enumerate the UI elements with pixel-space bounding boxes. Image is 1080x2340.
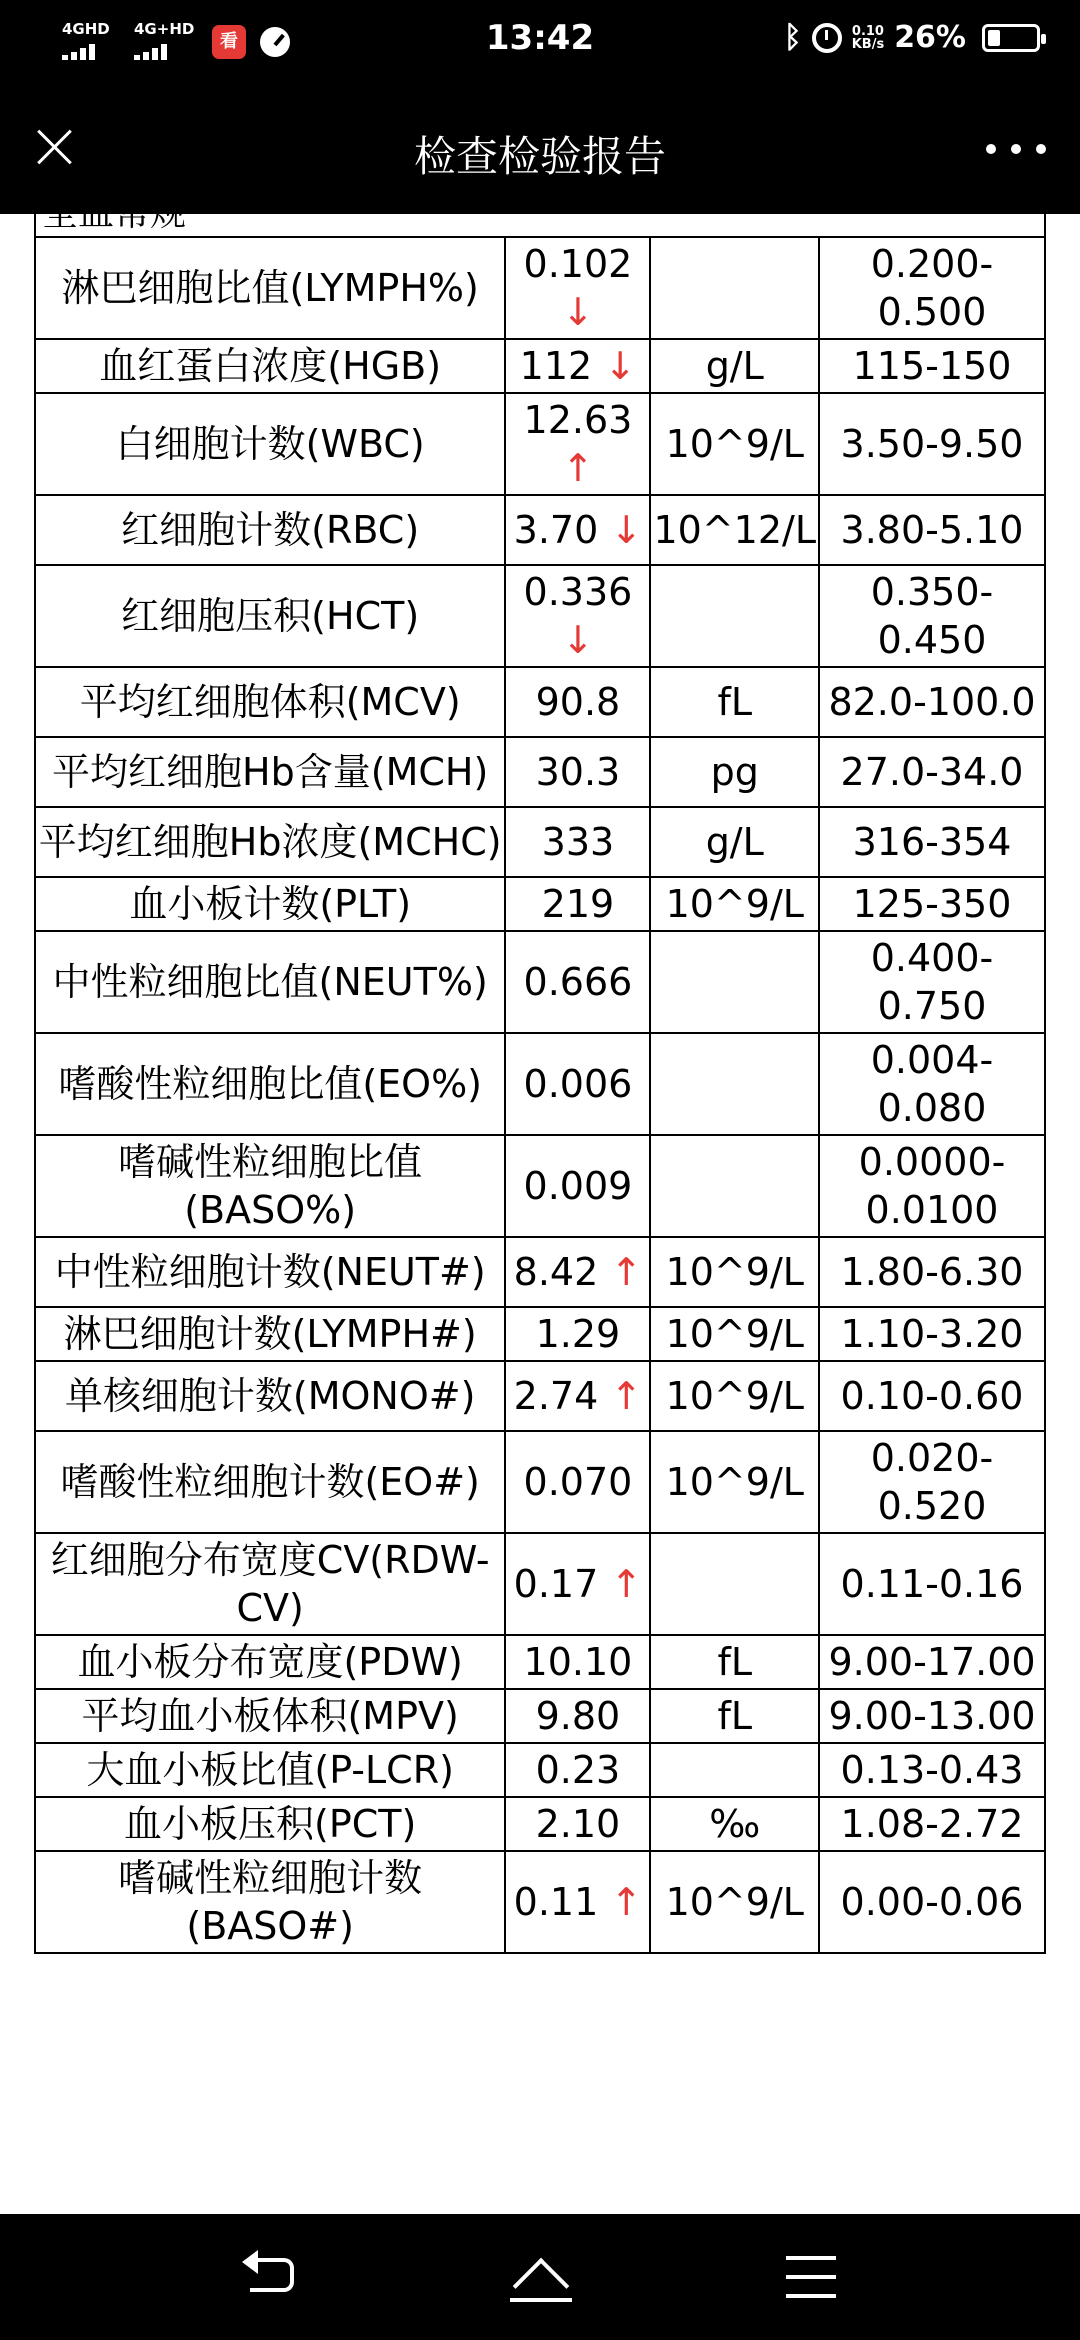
table-row	[35, 1431, 1045, 1533]
table-row	[35, 1797, 1045, 1851]
section-title: 全血常规	[35, 191, 1045, 237]
table-row	[35, 1361, 1045, 1431]
back-icon[interactable]	[240, 2254, 296, 2300]
test-value: 0.11	[513, 1880, 599, 1924]
test-name: 红细胞计数(RBC)	[35, 495, 505, 565]
test-value-cell	[505, 1797, 650, 1851]
reference-range: 0.020-0.520	[819, 1431, 1045, 1533]
test-unit: 10^9/L	[650, 1237, 819, 1307]
test-unit: 10^9/L	[650, 1431, 819, 1533]
battery-percent: 26%	[894, 20, 966, 55]
test-value: 3.70	[513, 508, 599, 552]
test-value-cell	[505, 667, 650, 737]
test-name: 红细胞分布宽度CV(RDW-CV)	[35, 1533, 505, 1635]
test-name: 红细胞压积(HCT)	[35, 565, 505, 667]
test-name: 平均红细胞Hb含量(MCH)	[35, 737, 505, 807]
test-value: 0.666	[523, 960, 633, 1004]
test-value: 333	[541, 820, 615, 864]
page-title: 检查检验报告	[413, 132, 666, 181]
reference-range: 27.0-34.0	[819, 737, 1045, 807]
test-value-cell	[505, 1135, 650, 1237]
test-name: 血红蛋白浓度(HGB)	[35, 339, 505, 393]
reference-range: 0.10-0.60	[819, 1361, 1045, 1431]
section-row	[35, 191, 1045, 237]
test-name: 淋巴细胞比值(LYMPH%)	[35, 237, 505, 339]
test-value: 12.63	[523, 398, 633, 442]
test-name: 单核细胞计数(MONO#)	[35, 1361, 505, 1431]
reference-range: 125-350	[819, 877, 1045, 931]
reference-range: 0.13-0.43	[819, 1743, 1045, 1797]
high-arrow-icon: ↑	[610, 1374, 643, 1418]
reference-range: 0.004-0.080	[819, 1033, 1045, 1135]
test-value-cell	[505, 1743, 650, 1797]
table-row	[35, 737, 1045, 807]
test-value: 8.42	[513, 1250, 599, 1294]
test-value: 90.8	[535, 680, 621, 724]
more-options-icon[interactable]	[986, 134, 1046, 164]
reference-range: 0.11-0.16	[819, 1533, 1045, 1635]
test-value: 1.29	[535, 1312, 621, 1356]
reference-range: 9.00-13.00	[819, 1689, 1045, 1743]
menu-icon[interactable]	[786, 2256, 836, 2298]
test-name: 中性粒细胞比值(NEUT%)	[35, 931, 505, 1033]
home-icon[interactable]	[506, 2250, 576, 2302]
test-value: 112	[519, 344, 593, 388]
test-name: 嗜酸性粒细胞计数(EO#)	[35, 1431, 505, 1533]
reference-range: 1.80-6.30	[819, 1237, 1045, 1307]
test-name: 嗜酸性粒细胞比值(EO%)	[35, 1033, 505, 1135]
low-arrow-icon: ↓	[561, 290, 594, 334]
test-name: 中性粒细胞计数(NEUT#)	[35, 1237, 505, 1307]
network-label-2: 4G+HD	[134, 20, 195, 38]
table-row	[35, 1635, 1045, 1689]
test-unit	[650, 931, 819, 1033]
table-row	[35, 931, 1045, 1033]
test-value: 0.17	[513, 1562, 599, 1606]
report-content[interactable]	[0, 193, 1080, 2214]
test-unit: pg	[650, 737, 819, 807]
test-value-cell	[505, 1851, 650, 1953]
test-name: 血小板分布宽度(PDW)	[35, 1635, 505, 1689]
reference-range: 316-354	[819, 807, 1045, 877]
test-unit: 10^9/L	[650, 1361, 819, 1431]
reference-range: 82.0-100.0	[819, 667, 1045, 737]
test-value: 0.006	[523, 1062, 633, 1106]
test-value-cell	[505, 339, 650, 393]
test-name: 平均红细胞Hb浓度(MCHC)	[35, 807, 505, 877]
reference-range: 0.0000-0.0100	[819, 1135, 1045, 1237]
test-value: 0.009	[523, 1164, 633, 1208]
status-right	[784, 20, 1040, 55]
test-unit: 10^12/L	[650, 495, 819, 565]
high-arrow-icon: ↑	[610, 1562, 643, 1606]
app-notification-icon: 看	[212, 25, 246, 59]
table-row	[35, 667, 1045, 737]
table-row	[35, 1689, 1045, 1743]
network-speed	[852, 25, 884, 51]
system-nav-bar	[0, 2214, 1080, 2340]
table-row	[35, 237, 1045, 339]
reference-range: 0.350-0.450	[819, 565, 1045, 667]
battery-icon	[982, 24, 1040, 52]
test-unit	[650, 1033, 819, 1135]
test-name: 平均红细胞体积(MCV)	[35, 667, 505, 737]
test-value: 0.336	[523, 570, 633, 614]
test-value-cell	[505, 737, 650, 807]
table-row	[35, 1307, 1045, 1361]
test-value: 2.10	[535, 1802, 621, 1846]
test-unit: 10^9/L	[650, 877, 819, 931]
test-value: 2.74	[513, 1374, 599, 1418]
test-unit	[650, 565, 819, 667]
test-value-cell	[505, 1307, 650, 1361]
test-unit	[650, 1743, 819, 1797]
reference-range: 9.00-17.00	[819, 1635, 1045, 1689]
test-value-cell	[505, 1361, 650, 1431]
test-value-cell	[505, 1635, 650, 1689]
test-value-cell	[505, 393, 650, 495]
test-value: 10.10	[523, 1640, 633, 1684]
alarm-icon	[812, 23, 842, 53]
speed-value: 0.10	[851, 23, 884, 39]
test-value-cell	[505, 1431, 650, 1533]
test-unit: 10^9/L	[650, 1851, 819, 1953]
test-value: 9.80	[535, 1694, 621, 1738]
reference-range: 3.80-5.10	[819, 495, 1045, 565]
test-value-cell	[505, 1533, 650, 1635]
high-arrow-icon: ↑	[610, 1880, 643, 1924]
test-value: 0.070	[523, 1460, 633, 1504]
test-unit	[650, 1135, 819, 1237]
test-unit: fL	[650, 1689, 819, 1743]
network-label-1: 4GHD	[62, 20, 110, 38]
test-value-cell	[505, 1033, 650, 1135]
reference-range: 0.200-0.500	[819, 237, 1045, 339]
status-bar	[0, 0, 1080, 84]
table-row	[35, 339, 1045, 393]
bluetooth-icon: ᛒ	[783, 20, 802, 55]
report-table	[34, 190, 1046, 1954]
test-name: 白细胞计数(WBC)	[35, 393, 505, 495]
table-row	[35, 393, 1045, 495]
table-row	[35, 877, 1045, 931]
reference-range: 115-150	[819, 339, 1045, 393]
test-value-cell	[505, 495, 650, 565]
test-value-cell	[505, 1237, 650, 1307]
test-value: 0.102	[523, 242, 633, 286]
table-row	[35, 1237, 1045, 1307]
high-arrow-icon: ↑	[561, 446, 594, 490]
test-unit: 10^9/L	[650, 393, 819, 495]
high-arrow-icon: ↑	[610, 1250, 643, 1294]
test-unit: fL	[650, 1635, 819, 1689]
low-arrow-icon: ↓	[561, 618, 594, 662]
low-arrow-icon: ↓	[604, 344, 637, 388]
test-unit: g/L	[650, 807, 819, 877]
reference-range: 0.400-0.750	[819, 931, 1045, 1033]
test-value-cell	[505, 565, 650, 667]
test-value-cell	[505, 931, 650, 1033]
test-unit: g/L	[650, 339, 819, 393]
table-row	[35, 1033, 1045, 1135]
test-name: 嗜碱性粒细胞比值(BASO%)	[35, 1135, 505, 1237]
test-name: 血小板压积(PCT)	[35, 1797, 505, 1851]
table-row	[35, 495, 1045, 565]
reference-range: 0.00-0.06	[819, 1851, 1045, 1953]
table-row	[35, 1851, 1045, 1953]
table-row	[35, 565, 1045, 667]
clock: 13:42	[485, 18, 595, 58]
test-value: 0.23	[535, 1748, 621, 1792]
test-name: 嗜碱性粒细胞计数(BASO#)	[35, 1851, 505, 1953]
test-value-cell	[505, 237, 650, 339]
test-value-cell	[505, 877, 650, 931]
test-unit: ‰	[650, 1797, 819, 1851]
reference-range: 3.50-9.50	[819, 393, 1045, 495]
table-row	[35, 1533, 1045, 1635]
table-row	[35, 1135, 1045, 1237]
table-row	[35, 1743, 1045, 1797]
test-name: 大血小板比值(P-LCR)	[35, 1743, 505, 1797]
test-name: 淋巴细胞计数(LYMPH#)	[35, 1307, 505, 1361]
test-unit	[650, 1533, 819, 1635]
test-value-cell	[505, 1689, 650, 1743]
speed-unit: KB/s	[851, 36, 885, 52]
test-name: 血小板计数(PLT)	[35, 877, 505, 931]
test-value: 30.3	[535, 750, 621, 794]
test-unit	[650, 237, 819, 339]
test-value: 219	[541, 882, 615, 926]
table-row	[35, 807, 1045, 877]
low-arrow-icon: ↓	[610, 508, 643, 552]
test-unit: fL	[650, 667, 819, 737]
test-unit: 10^9/L	[650, 1307, 819, 1361]
reference-range: 1.10-3.20	[819, 1307, 1045, 1361]
reference-range: 1.08-2.72	[819, 1797, 1045, 1851]
test-name: 平均血小板体积(MPV)	[35, 1689, 505, 1743]
test-value-cell	[505, 807, 650, 877]
